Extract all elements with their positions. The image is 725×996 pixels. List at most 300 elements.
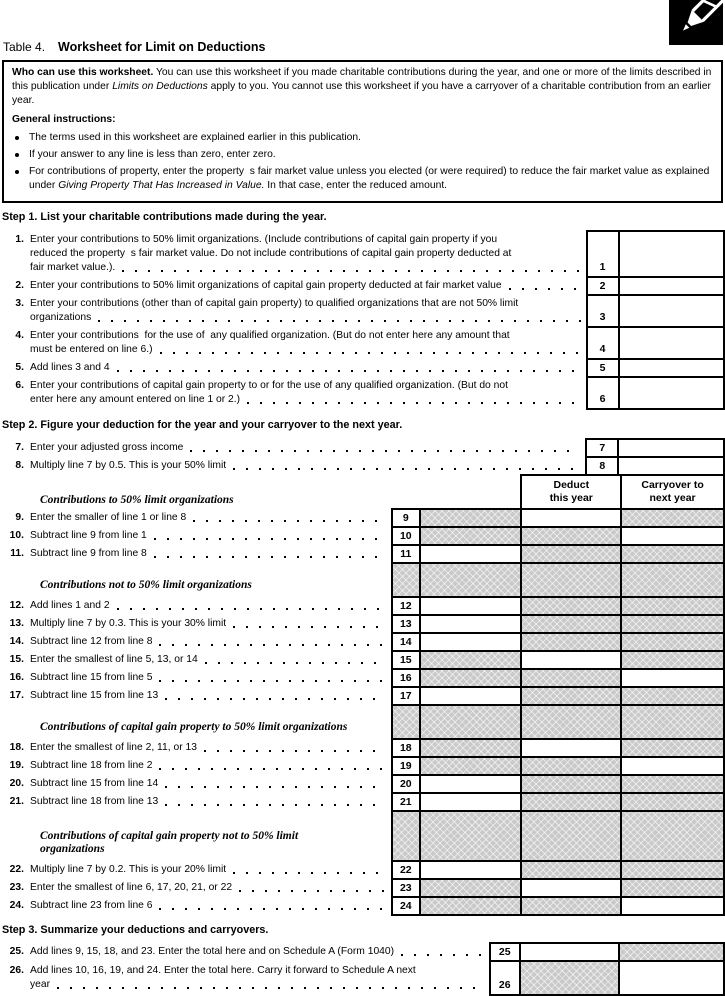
line-5-number-box: 5 <box>587 359 619 377</box>
line-11-deduct-cell <box>521 545 621 563</box>
line-25-row <box>2 943 724 961</box>
line-17-carryover-cell <box>621 687 724 705</box>
item-text-line <box>2 599 387 613</box>
item-text: year <box>30 979 51 990</box>
bullet-text-part: In that case, enter the reduced amount. <box>264 180 448 191</box>
item-text-line <box>2 795 387 809</box>
line-10-row <box>2 527 724 545</box>
spacer-carryover-cell <box>621 811 724 861</box>
line-2-row <box>2 277 724 295</box>
line-21-row <box>2 793 724 811</box>
line-number: 5. <box>15 362 24 373</box>
column-header-line: next year <box>649 492 696 504</box>
bullet-text <box>29 131 712 145</box>
item-text: fair market value.). <box>30 262 116 273</box>
item-text: enter here any amount entered on line 1 or 2.) <box>30 394 241 405</box>
bullet-text <box>29 148 712 162</box>
line-text-cell <box>2 457 586 475</box>
item-text-line <box>2 361 582 375</box>
giving-property-reference: Giving Property That Has Increased in Value. <box>58 180 265 191</box>
line-number: 2. <box>15 280 24 291</box>
line-text-cell <box>2 879 392 897</box>
dot-leader <box>98 320 580 322</box>
bullet-icon <box>15 153 19 157</box>
dot-leader <box>57 987 484 989</box>
item-text: Enter your adjusted gross income <box>30 442 184 453</box>
line-7-number-box: 7 <box>586 439 618 457</box>
line-1-row <box>2 231 724 277</box>
line-12-row <box>2 597 724 615</box>
section-heading: Contributions of capital gain property not to 50% limit <box>40 830 299 842</box>
line-17-amount-cell <box>420 687 522 705</box>
line-text-cell <box>2 359 587 377</box>
item-text: Multiply line 7 by 0.3. This is your 30% limit <box>30 618 227 629</box>
bullet-text-part: For contributions of property, enter the property s fair market value unless you elected (or were required) to reduce the fair market value as explained under <box>29 166 710 191</box>
item-text-line <box>2 441 581 455</box>
header-gap-cell <box>392 475 522 509</box>
spacer-amount-cell <box>420 811 522 861</box>
line-13-number-box: 13 <box>392 615 420 633</box>
line-10-deduct-cell <box>521 527 621 545</box>
line-19-deduct-cell <box>521 757 621 775</box>
line-number: 23. <box>9 882 24 893</box>
line-14-carryover-cell <box>621 633 724 651</box>
line-26-carryover-cell <box>619 961 724 995</box>
line-text-cell <box>2 669 392 687</box>
line-13-row <box>2 615 724 633</box>
column-header-line: Carryover to <box>641 479 704 491</box>
line-16-row <box>2 669 724 687</box>
section-heading-cell <box>2 475 392 509</box>
line-text-cell <box>2 439 586 457</box>
table-number-label: Table 4. <box>3 40 46 54</box>
item-text-line <box>2 547 387 561</box>
dot-leader <box>233 468 580 470</box>
dot-leader <box>233 626 386 628</box>
bullet-icon <box>15 170 19 174</box>
line-22-carryover-cell <box>621 861 724 879</box>
dot-leader <box>190 450 580 452</box>
bullet-text-part: The terms used in this worksheet are explained earlier in this publication. <box>29 132 361 143</box>
line-16-amount-cell <box>420 669 522 687</box>
dot-leader <box>154 556 386 558</box>
item-text-line <box>2 329 582 343</box>
line-15-deduct-cell <box>521 651 621 669</box>
line-19-carryover-cell <box>621 757 724 775</box>
dot-leader <box>401 954 484 956</box>
line-8-number-box: 8 <box>586 457 618 475</box>
line-7-entry-box <box>618 439 724 457</box>
item-text-line <box>2 297 582 311</box>
line-21-amount-cell <box>420 793 522 811</box>
line-text-cell <box>2 775 392 793</box>
item-text-line <box>2 777 387 791</box>
dot-leader <box>159 644 385 646</box>
line-3-number-box: 3 <box>587 295 619 327</box>
step2-heading: Step 2. Figure your deduction for the year and your carryover to the next year. <box>2 419 403 431</box>
column-header-line: Deduct <box>553 479 590 491</box>
line-18-deduct-cell <box>521 739 621 757</box>
limit-computation-table <box>2 474 725 916</box>
line-19-number-box: 19 <box>392 757 420 775</box>
line-text-cell <box>2 757 392 775</box>
line-number: 26. <box>9 965 24 976</box>
step1-heading: Step 1. List your charitable contributions made during the year. <box>2 211 327 223</box>
spacer-amount-cell <box>420 563 522 597</box>
item-text: Subtract line 18 from line 2 <box>30 760 153 771</box>
line-text-cell <box>2 633 392 651</box>
dot-leader <box>154 538 386 540</box>
line-number: 15. <box>9 654 24 665</box>
line-16-number-box: 16 <box>392 669 420 687</box>
intro-box <box>2 60 723 203</box>
line-1-entry-box <box>619 231 724 277</box>
line-9-deduct-cell <box>521 509 621 527</box>
line-16-carryover-cell <box>621 669 724 687</box>
item-text-line <box>2 689 387 703</box>
line-number: 18. <box>9 742 24 753</box>
item-text-line <box>2 617 387 631</box>
who-can-use-lead: Who can use this worksheet. <box>12 67 154 78</box>
line-24-deduct-cell <box>521 897 621 915</box>
item-text-line <box>2 653 387 667</box>
line-22-number-box: 22 <box>392 861 420 879</box>
line-text-cell <box>2 861 392 879</box>
section-heading: Contributions of capital gain property to 50% limit organizations <box>40 721 348 733</box>
general-instructions-heading: General instructions: <box>12 114 116 125</box>
line-text-cell <box>2 615 392 633</box>
line-18-amount-cell <box>420 739 522 757</box>
bullet-text-part: If your answer to any line is less than zero, enter zero. <box>29 149 276 160</box>
item-text: Subtract line 23 from line 6 <box>30 900 153 911</box>
carryover-column-header <box>621 475 724 509</box>
item-text-line <box>2 279 582 293</box>
instruction-bullet-3 <box>12 165 712 193</box>
item-text: reduced the property s fair market value. Do not include contributions of capital gain property deducted at <box>30 248 512 259</box>
line-9-number-box: 9 <box>392 509 420 527</box>
line-10-carryover-cell <box>621 527 724 545</box>
dot-leader <box>239 890 386 892</box>
line-number: 16. <box>9 672 24 683</box>
worksheet-title: Worksheet for Limit on Deductions <box>58 40 266 54</box>
item-text-line <box>2 379 582 393</box>
line-22-amount-cell <box>420 861 522 879</box>
item-text-line <box>2 741 387 755</box>
line-22-row <box>2 861 724 879</box>
line-text-cell <box>2 739 392 757</box>
dot-leader <box>117 370 581 372</box>
spacer-label-cell <box>392 811 420 861</box>
item-text-line <box>30 343 582 357</box>
line-number: 7. <box>15 442 24 453</box>
line-26-deduct-cell <box>520 961 620 995</box>
line-8-row <box>2 457 724 475</box>
item-text: Enter the smaller of line 1 or line 8 <box>30 512 187 523</box>
line-number: 8. <box>15 460 24 471</box>
item-text-line <box>30 311 582 325</box>
line-number: 22. <box>9 864 24 875</box>
line-9-row <box>2 509 724 527</box>
spacer-deduct-cell <box>521 811 621 861</box>
line-24-amount-cell <box>420 897 522 915</box>
limits-on-deductions-reference: Limits on Deductions <box>112 81 208 92</box>
line-text-cell <box>2 793 392 811</box>
line-6-row <box>2 377 724 409</box>
line-25-deduct-cell <box>520 943 620 961</box>
line-20-amount-cell <box>420 775 522 793</box>
line-12-deduct-cell <box>521 597 621 615</box>
line-number: 25. <box>9 946 24 957</box>
bullet-text <box>29 165 712 193</box>
item-text: Enter the smallest of line 6, 17, 20, 21, or 22 <box>30 882 233 893</box>
line-number: 13. <box>9 618 24 629</box>
item-text: Enter your contributions of capital gain property to or for the use of any qualified organization. (But do not <box>30 380 508 391</box>
line-number: 20. <box>9 778 24 789</box>
dot-leader <box>165 698 386 700</box>
line-text-cell <box>2 651 392 669</box>
who-can-use-text-end: apply to you. You cannot use this worksheet if you have a carryover of a charitable contribution from an earlier year. <box>12 81 711 106</box>
item-text: organizations <box>30 312 92 323</box>
line-18-number-box: 18 <box>392 739 420 757</box>
spacer-carryover-cell <box>621 563 724 597</box>
line-text-cell <box>2 327 587 359</box>
line-21-carryover-cell <box>621 793 724 811</box>
item-text-line <box>2 459 581 473</box>
line-24-row <box>2 897 724 915</box>
item-text: Add lines 1 and 2 <box>30 600 110 611</box>
item-text: Subtract line 18 from line 13 <box>30 796 159 807</box>
item-text-line <box>2 899 387 913</box>
line-20-carryover-cell <box>621 775 724 793</box>
line-text-cell <box>2 231 587 277</box>
line-11-carryover-cell <box>621 545 724 563</box>
item-text-line <box>2 881 387 895</box>
line-6-entry-box <box>619 377 724 409</box>
page-title <box>3 0 725 56</box>
line-3-entry-box <box>619 295 724 327</box>
spacer-label-cell <box>392 705 420 739</box>
line-25-carryover-cell <box>619 943 724 961</box>
instruction-bullet-1 <box>12 131 712 145</box>
item-text: Enter your contributions (other than of capital gain property) to qualified organizations that are not 50% limit <box>30 298 519 309</box>
line-11-number-box: 11 <box>392 545 420 563</box>
line-text-cell <box>2 295 587 327</box>
item-text: Enter your contributions for the use of any qualified organization. (But do not enter here any amount that <box>30 330 510 341</box>
dot-leader <box>117 608 386 610</box>
instruction-bullet-2 <box>12 148 712 162</box>
line-19-amount-cell <box>420 757 522 775</box>
line-23-deduct-cell <box>521 879 621 897</box>
item-text: must be entered on line 6.) <box>30 344 153 355</box>
item-text: Subtract line 9 from line 8 <box>30 548 147 559</box>
spacer-deduct-cell <box>521 705 621 739</box>
item-text: Subtract line 12 from line 8 <box>30 636 153 647</box>
line-number: 3. <box>15 298 24 309</box>
line-number: 12. <box>9 600 24 611</box>
line-15-row <box>2 651 724 669</box>
line-14-amount-cell <box>420 633 522 651</box>
item-text-line <box>2 863 387 877</box>
line-4-number-box: 4 <box>587 327 619 359</box>
item-text-line <box>30 393 582 407</box>
item-text: Add lines 10, 16, 19, and 24. Enter the total here. Carry it forward to Schedule A next <box>30 965 416 976</box>
section-heading: Contributions not to 50% limit organizations <box>40 579 252 591</box>
line-1-number-box: 1 <box>587 231 619 277</box>
line-text-cell <box>2 597 392 615</box>
line-number: 9. <box>15 512 24 523</box>
line-21-number-box: 21 <box>392 793 420 811</box>
line-22-deduct-cell <box>521 861 621 879</box>
item-text: Enter the smallest of line 2, 11, or 13 <box>30 742 197 753</box>
line-number: 6. <box>15 380 24 391</box>
line-8-entry-box <box>618 457 724 475</box>
section-spacer-row <box>2 705 724 739</box>
step2-agi-table <box>2 438 725 476</box>
line-15-amount-cell <box>420 651 522 669</box>
item-text: Enter the smallest of line 5, 13, or 14 <box>30 654 198 665</box>
item-text-line <box>2 671 387 685</box>
line-number: 24. <box>9 900 24 911</box>
line-number: 4. <box>15 330 24 341</box>
line-14-deduct-cell <box>521 633 621 651</box>
item-text-line <box>2 759 387 773</box>
section-heading-cell <box>2 705 392 739</box>
line-21-deduct-cell <box>521 793 621 811</box>
item-text: Multiply line 7 by 0.2. This is your 20% limit <box>30 864 227 875</box>
item-text-line <box>2 529 387 543</box>
line-number: 19. <box>9 760 24 771</box>
line-24-number-box: 24 <box>392 897 420 915</box>
item-text: Enter your contributions to 50% limit organizations. (Include contributions of capital gain property if you <box>30 234 498 245</box>
dot-leader <box>160 352 581 354</box>
step3-summary-table <box>2 942 725 996</box>
line-5-entry-box <box>619 359 724 377</box>
line-12-number-box: 12 <box>392 597 420 615</box>
line-7-row <box>2 439 724 457</box>
line-14-row <box>2 633 724 651</box>
line-4-entry-box <box>619 327 724 359</box>
who-can-use-paragraph <box>12 66 712 108</box>
line-text-cell <box>2 509 392 527</box>
line-17-row <box>2 687 724 705</box>
bullet-icon <box>15 136 19 140</box>
item-text-line <box>2 635 387 649</box>
line-text-cell <box>2 545 392 563</box>
item-text-line <box>2 511 387 525</box>
line-number: 1. <box>15 234 24 245</box>
line-3-row <box>2 295 724 327</box>
column-header-line: this year <box>549 492 593 504</box>
line-number: 11. <box>10 548 24 559</box>
deduct-column-header <box>521 475 621 509</box>
item-text: Add lines 9, 15, 18, and 23. Enter the total here and on Schedule A (Form 1040) <box>30 946 395 957</box>
line-24-carryover-cell <box>621 897 724 915</box>
item-text-line <box>2 964 485 978</box>
line-26-row <box>2 961 724 995</box>
dot-leader <box>165 804 386 806</box>
dot-leader <box>122 270 580 272</box>
line-13-carryover-cell <box>621 615 724 633</box>
item-text-line <box>2 945 485 959</box>
line-20-deduct-cell <box>521 775 621 793</box>
dot-leader <box>509 288 581 290</box>
item-text-line <box>30 261 582 275</box>
spacer-amount-cell <box>420 705 522 739</box>
dot-leader <box>159 908 385 910</box>
line-15-number-box: 15 <box>392 651 420 669</box>
line-16-deduct-cell <box>521 669 621 687</box>
line-18-row <box>2 739 724 757</box>
line-number: 14. <box>9 636 24 647</box>
line-15-carryover-cell <box>621 651 724 669</box>
dot-leader <box>247 402 581 404</box>
line-12-amount-cell <box>420 597 522 615</box>
dot-leader <box>205 662 386 664</box>
dot-leader <box>159 680 385 682</box>
line-text-cell <box>2 943 490 961</box>
item-text-line <box>30 247 582 261</box>
line-23-carryover-cell <box>621 879 724 897</box>
line-9-amount-cell <box>420 509 522 527</box>
section-heading: Contributions to 50% limit organizations <box>40 494 234 506</box>
dot-leader <box>159 768 385 770</box>
table-header-row <box>2 475 724 509</box>
section-spacer-row <box>2 563 724 597</box>
line-text-cell <box>2 527 392 545</box>
line-6-number-box: 6 <box>587 377 619 409</box>
line-text-cell <box>2 687 392 705</box>
item-text: Subtract line 15 from line 14 <box>30 778 159 789</box>
line-11-row <box>2 545 724 563</box>
line-number: 17. <box>9 690 24 701</box>
step3-heading: Step 3. Summarize your deductions and carryovers. <box>2 924 269 936</box>
line-5-row <box>2 359 724 377</box>
line-20-number-box: 20 <box>392 775 420 793</box>
line-26-number-box: 26 <box>490 961 520 995</box>
line-17-deduct-cell <box>521 687 621 705</box>
item-text: Multiply line 7 by 0.5. This is your 50% limit <box>30 460 227 471</box>
item-text-line <box>2 233 582 247</box>
section-heading-cell <box>2 811 392 861</box>
dot-leader <box>165 786 386 788</box>
line-23-number-box: 23 <box>392 879 420 897</box>
item-text: Subtract line 9 from line 1 <box>30 530 147 541</box>
step1-lines-table <box>2 230 725 410</box>
item-text: Add lines 3 and 4 <box>30 362 110 373</box>
line-23-row <box>2 879 724 897</box>
item-text: Subtract line 15 from line 13 <box>30 690 159 701</box>
line-14-number-box: 14 <box>392 633 420 651</box>
dot-leader <box>204 750 386 752</box>
spacer-carryover-cell <box>621 705 724 739</box>
line-text-cell <box>2 377 587 409</box>
pencil-icon <box>669 0 723 45</box>
line-17-number-box: 17 <box>392 687 420 705</box>
dot-leader <box>233 872 386 874</box>
line-text-cell <box>2 961 490 995</box>
line-text-cell <box>2 277 587 295</box>
who-can-use-text: You can use this worksheet if you made charitable contributions during the year, and one or more of the limits described in this publication under <box>12 67 712 92</box>
line-25-number-box: 25 <box>490 943 520 961</box>
line-10-number-box: 10 <box>392 527 420 545</box>
spacer-label-cell <box>392 563 420 597</box>
item-text: Enter your contributions to 50% limit organizations of capital gain property deducted at fair market value <box>30 280 502 291</box>
line-18-carryover-cell <box>621 739 724 757</box>
section-heading: organizations <box>40 843 105 855</box>
spacer-deduct-cell <box>521 563 621 597</box>
line-11-amount-cell <box>420 545 522 563</box>
item-text: Subtract line 15 from line 5 <box>30 672 153 683</box>
